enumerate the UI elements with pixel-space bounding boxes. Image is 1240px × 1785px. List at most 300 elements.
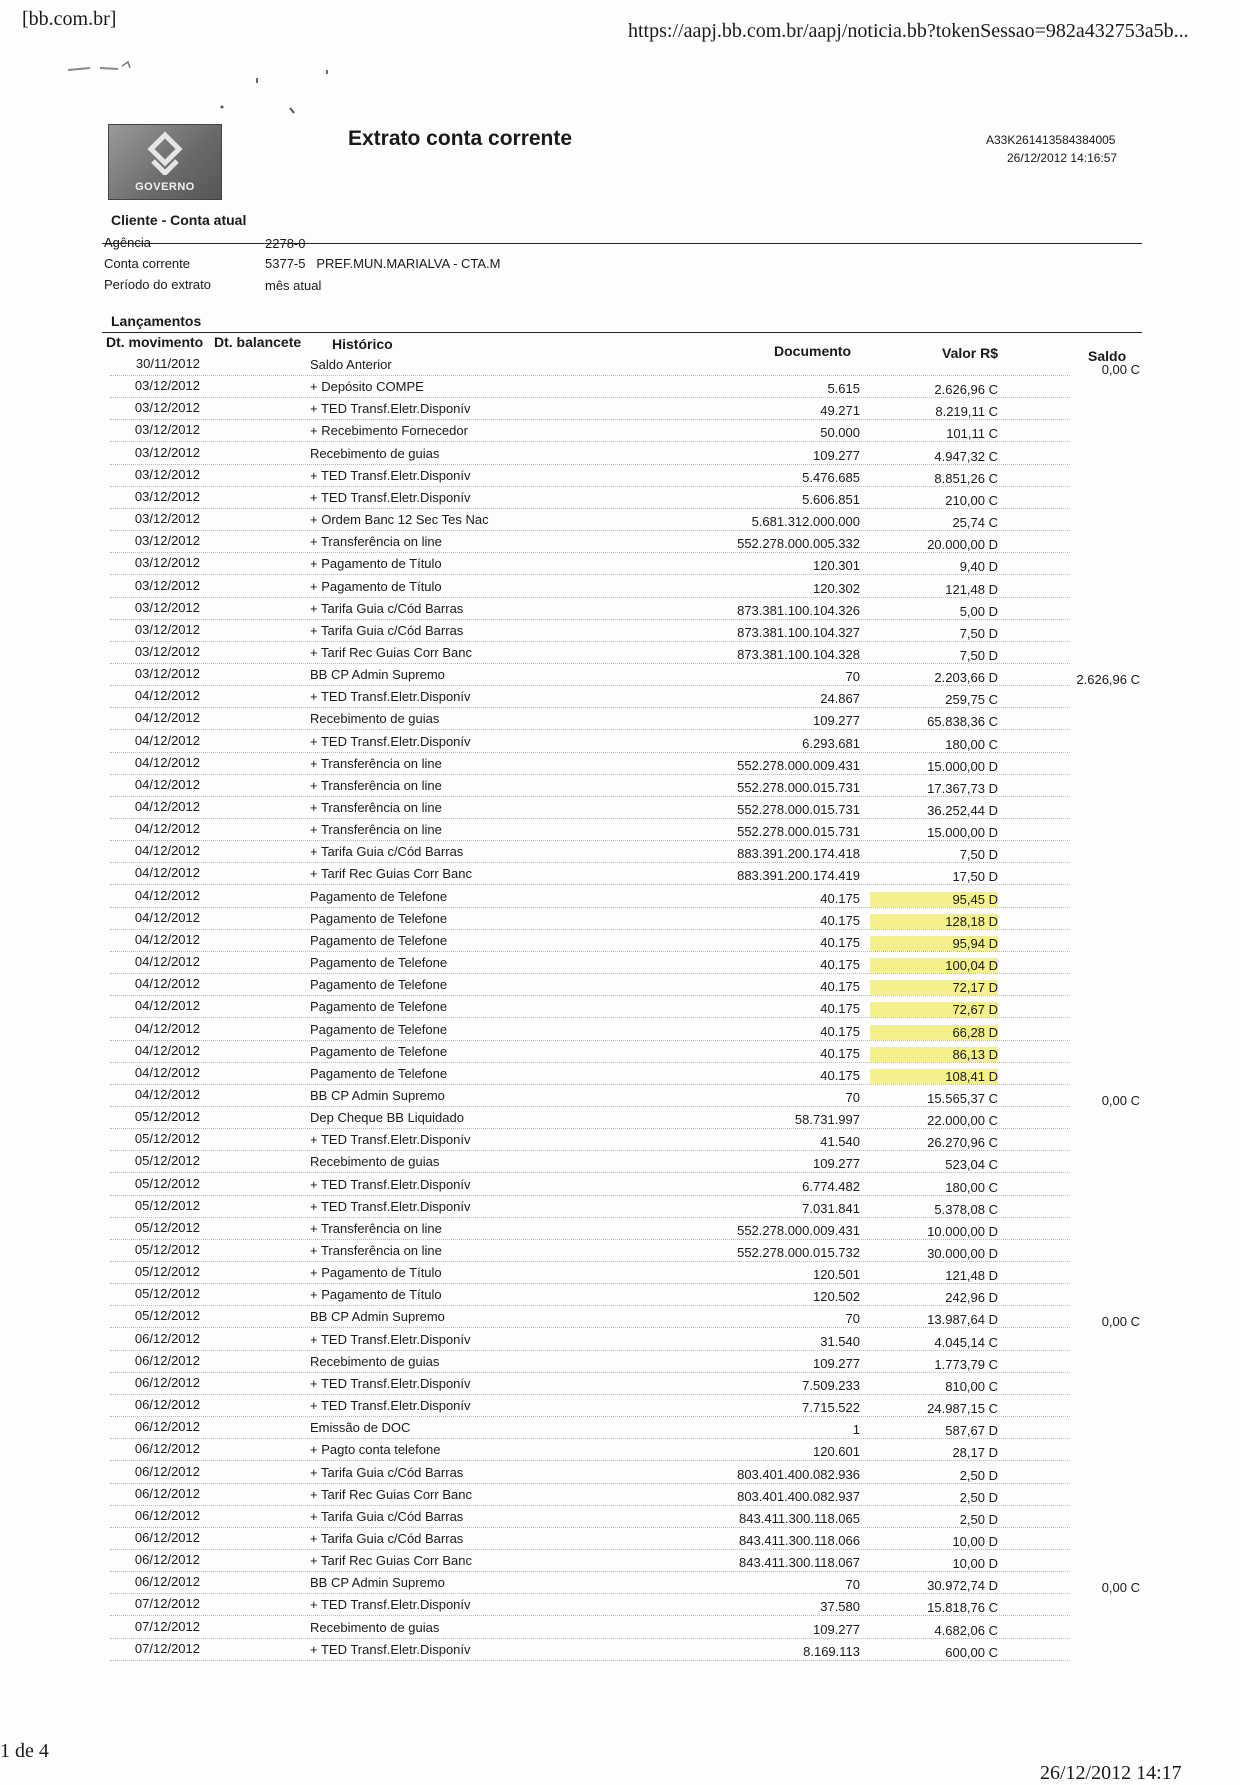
lancamentos-section-title: Lançamentos <box>111 313 202 329</box>
row-dt-movimento: 04/12/2012 <box>134 865 200 881</box>
row-documento: 24.867 <box>820 691 860 707</box>
lancamentos-divider <box>102 332 1142 333</box>
row-documento: 7.031.841 <box>802 1200 860 1216</box>
row-divider <box>110 1017 1070 1018</box>
row-valor: 108,41 D <box>870 1069 998 1084</box>
row-valor: 242,96 D <box>945 1290 998 1306</box>
row-valor: 28,17 D <box>952 1445 998 1461</box>
row-historico: Pagamento de Telefone <box>310 888 448 904</box>
row-dt-movimento: 03/12/2012 <box>134 488 200 504</box>
row-saldo: 0,00 C <box>1101 1580 1140 1596</box>
row-divider <box>110 464 1070 465</box>
row-historico: BB CP Admin Supremo <box>310 1309 445 1325</box>
table-row <box>0 444 1240 466</box>
row-dt-movimento: 05/12/2012 <box>134 1242 200 1257</box>
periodo-value: mês atual <box>265 278 322 293</box>
row-valor: 100,04 D <box>870 958 998 973</box>
table-row <box>0 1595 1240 1617</box>
row-dt-movimento: 06/12/2012 <box>134 1419 200 1435</box>
row-dt-movimento: 04/12/2012 <box>134 887 200 903</box>
table-row <box>0 776 1240 798</box>
row-dt-movimento: 03/12/2012 <box>134 378 200 394</box>
row-dt-movimento: 03/12/2012 <box>134 599 200 615</box>
row-dt-movimento: 04/12/2012 <box>134 976 200 992</box>
row-documento: 109.277 <box>813 1355 860 1371</box>
periodo-label: Período do extrato <box>104 277 211 292</box>
row-documento: 40.175 <box>820 912 860 928</box>
table-row <box>0 510 1240 532</box>
row-historico: + Pagamento de Título <box>310 578 442 594</box>
row-divider <box>110 1483 1070 1484</box>
row-documento: 552.278.000.015.732 <box>737 1245 860 1260</box>
row-divider <box>110 1172 1070 1173</box>
row-historico: Recebimento de guias <box>310 445 440 461</box>
row-dt-movimento: 04/12/2012 <box>134 710 200 726</box>
table-row <box>0 709 1240 731</box>
row-dt-movimento: 04/12/2012 <box>134 1086 200 1102</box>
row-valor: 72,17 D <box>870 980 998 995</box>
row-historico: + Recebimento Fornecedor <box>310 423 468 439</box>
row-saldo: 0,00 C <box>1101 362 1140 377</box>
row-historico: Emissão de DOC <box>310 1420 411 1436</box>
row-historico: + TED Transf.Eletr.Disponív <box>310 1641 471 1657</box>
conta-label: Conta corrente <box>104 256 190 271</box>
row-divider <box>110 1549 1070 1550</box>
row-valor: 8.219,11 C <box>935 404 998 420</box>
row-dt-movimento: 06/12/2012 <box>134 1397 200 1413</box>
row-valor: 1.773,79 C <box>934 1356 998 1372</box>
row-historico: + Pagamento de Título <box>310 556 442 572</box>
table-row <box>0 842 1240 864</box>
row-documento: 109.277 <box>813 713 860 729</box>
row-valor: 4.682,06 C <box>934 1622 998 1638</box>
table-row <box>0 1307 1240 1329</box>
row-historico: Recebimento de guias <box>310 1154 440 1170</box>
row-valor: 25,74 C <box>952 515 998 531</box>
page-counter: 1 de 4 <box>0 1740 49 1762</box>
row-historico: Saldo Anterior <box>310 357 392 372</box>
row-divider <box>110 397 1070 398</box>
row-documento: 37.580 <box>820 1599 860 1615</box>
table-row <box>0 887 1240 909</box>
row-historico: Recebimento de guias <box>310 711 440 727</box>
row-historico: + Tarif Rec Guias Corr Banc <box>310 866 472 882</box>
row-historico: + Transferência on line <box>310 755 442 771</box>
table-row <box>0 1152 1240 1174</box>
row-dt-movimento: 07/12/2012 <box>134 1618 200 1634</box>
row-divider <box>110 1327 1070 1328</box>
row-valor: 259,75 C <box>945 692 998 708</box>
row-valor: 121,48 D <box>945 1268 998 1284</box>
row-documento: 40.175 <box>820 1001 860 1017</box>
row-saldo: 2.626,96 C <box>1076 672 1140 688</box>
table-row <box>0 421 1240 443</box>
table-row <box>0 1219 1240 1241</box>
row-valor: 600,00 C <box>945 1644 998 1660</box>
row-historico: Pagamento de Telefone <box>310 999 448 1015</box>
row-valor: 95,94 D <box>870 936 998 951</box>
row-divider <box>110 774 1070 775</box>
row-historico: BB CP Admin Supremo <box>310 667 445 683</box>
row-divider <box>110 508 1070 509</box>
row-historico: + Tarif Rec Guias Corr Banc <box>310 1553 472 1569</box>
row-divider <box>110 1261 1070 1262</box>
table-row <box>0 909 1240 931</box>
table-row <box>0 1330 1240 1352</box>
row-valor: 26.270,96 C <box>927 1135 998 1151</box>
print-site-label: [bb.com.br] <box>22 8 117 30</box>
table-row <box>0 1241 1240 1263</box>
table-row <box>0 732 1240 754</box>
row-documento: 40.175 <box>820 1067 860 1083</box>
row-valor: 15.000,00 D <box>927 825 998 841</box>
table-row <box>0 1197 1240 1219</box>
bb-logo-icon <box>139 131 191 175</box>
row-divider <box>110 1239 1070 1240</box>
table-row <box>0 1440 1240 1462</box>
row-dt-movimento: 06/12/2012 <box>134 1552 200 1568</box>
row-documento: 552.278.000.015.731 <box>737 802 860 817</box>
row-dt-movimento: 03/12/2012 <box>134 666 200 682</box>
row-historico: + Transferência on line <box>310 800 442 815</box>
row-documento: 70 <box>845 1311 860 1327</box>
row-valor: 180,00 C <box>945 736 998 752</box>
row-documento: 120.501 <box>813 1267 860 1283</box>
table-row <box>0 399 1240 421</box>
row-documento: 6.774.482 <box>802 1178 860 1194</box>
row-dt-movimento: 04/12/2012 <box>134 1020 200 1036</box>
row-dt-movimento: 04/12/2012 <box>134 843 200 859</box>
row-historico: + TED Transf.Eletr.Disponív <box>310 733 471 749</box>
row-divider <box>110 574 1070 575</box>
table-row <box>0 1175 1240 1197</box>
table-row <box>0 466 1240 488</box>
row-valor: 30.972,74 D <box>927 1578 998 1594</box>
col-header-saldo: Saldo <box>1088 348 1127 364</box>
row-historico: + Tarifa Guia c/Cód Barras <box>310 1464 464 1480</box>
row-historico: Dep Cheque BB Liquidado <box>310 1110 464 1126</box>
row-dt-movimento: 06/12/2012 <box>134 1529 200 1545</box>
row-dt-movimento: 07/12/2012 <box>134 1640 200 1656</box>
table-row <box>0 1396 1240 1418</box>
row-documento: 5.615 <box>827 381 860 397</box>
row-historico: Pagamento de Telefone <box>310 955 448 971</box>
row-valor: 8.851,26 C <box>934 470 998 486</box>
row-divider <box>110 597 1070 598</box>
row-historico: + Tarif Rec Guias Corr Banc <box>310 1486 472 1502</box>
row-divider <box>110 1460 1070 1461</box>
table-row <box>0 1130 1240 1152</box>
table-row <box>0 820 1240 842</box>
bank-logo <box>108 124 222 200</box>
row-divider <box>110 530 1070 531</box>
row-documento: 5.606.851 <box>802 491 860 507</box>
table-row <box>0 1485 1240 1507</box>
row-divider <box>110 1283 1070 1284</box>
row-dt-movimento: 06/12/2012 <box>134 1463 200 1479</box>
row-valor: 9,40 D <box>959 559 998 575</box>
row-dt-movimento: 04/12/2012 <box>134 931 200 947</box>
row-documento: 70 <box>845 1577 860 1593</box>
client-section-title: Cliente - Conta atual <box>111 212 247 228</box>
table-row <box>0 1020 1240 1042</box>
row-dt-movimento: 05/12/2012 <box>134 1109 200 1125</box>
row-divider <box>110 995 1070 996</box>
row-valor: 7,50 D <box>959 847 998 863</box>
row-documento: 883.391.200.174.419 <box>737 868 860 884</box>
row-documento: 109.277 <box>813 1621 860 1637</box>
table-row <box>0 621 1240 643</box>
row-historico: BB CP Admin Supremo <box>310 1575 445 1591</box>
row-valor: 101,11 C <box>946 426 998 442</box>
row-valor: 587,67 D <box>945 1423 998 1439</box>
row-dt-movimento: 04/12/2012 <box>134 954 200 970</box>
row-dt-movimento: 03/12/2012 <box>134 577 200 593</box>
row-valor: 30.000,00 D <box>927 1246 998 1261</box>
row-historico: + Transferência on line <box>310 1243 442 1258</box>
row-documento: 41.540 <box>820 1134 860 1150</box>
row-divider <box>110 375 1070 376</box>
row-valor: 2,50 D <box>959 1489 998 1505</box>
row-documento: 109.277 <box>813 1156 860 1172</box>
table-row <box>0 532 1240 554</box>
print-datetime: 26/12/2012 14:17 <box>1040 1762 1182 1784</box>
row-historico: + Transferência on line <box>310 822 442 838</box>
row-historico: Recebimento de guias <box>310 1353 440 1369</box>
row-dt-movimento: 04/12/2012 <box>134 998 200 1014</box>
row-divider <box>110 1505 1070 1506</box>
row-documento: 1 <box>852 1422 860 1438</box>
row-documento: 7.715.522 <box>802 1400 860 1416</box>
row-documento: 40.175 <box>820 979 860 995</box>
row-divider <box>110 862 1070 863</box>
row-dt-movimento: 03/12/2012 <box>134 400 200 416</box>
table-row <box>0 1108 1240 1130</box>
row-valor: 65.838,36 C <box>927 714 998 730</box>
row-dt-movimento: 04/12/2012 <box>134 776 200 792</box>
table-row <box>0 1529 1240 1551</box>
document-datetime: 26/12/2012 14:16:57 <box>1007 151 1118 165</box>
row-divider <box>110 1195 1070 1196</box>
row-valor: 17,50 D <box>952 869 998 885</box>
table-row <box>0 1418 1240 1440</box>
table-row <box>0 754 1240 776</box>
row-documento: 552.278.000.005.332 <box>737 536 860 552</box>
row-valor: 523,04 C <box>945 1157 998 1173</box>
row-valor: 10,00 D <box>952 1556 998 1572</box>
row-divider <box>110 1615 1070 1616</box>
row-documento: 803.401.400.082.937 <box>737 1488 860 1504</box>
row-documento: 6.293.681 <box>802 735 860 751</box>
row-documento: 31.540 <box>820 1333 860 1349</box>
row-divider <box>110 729 1070 730</box>
row-divider <box>110 419 1070 420</box>
table-row <box>0 931 1240 953</box>
row-documento: 843.411.300.118.065 <box>739 1510 860 1526</box>
row-dt-movimento: 03/12/2012 <box>134 444 200 460</box>
table-row <box>0 577 1240 599</box>
row-dt-movimento: 03/12/2012 <box>134 643 200 659</box>
row-historico: + Tarifa Guia c/Cód Barras <box>310 622 464 638</box>
row-documento: 40.175 <box>820 1023 860 1039</box>
row-divider <box>110 486 1070 487</box>
row-historico: + TED Transf.Eletr.Disponív <box>310 1198 471 1214</box>
table-row <box>0 554 1240 576</box>
row-valor: 2.626,96 C <box>934 382 998 398</box>
table-row <box>0 997 1240 1019</box>
row-divider <box>110 685 1070 686</box>
row-divider <box>110 707 1070 708</box>
row-dt-movimento: 03/12/2012 <box>134 511 200 527</box>
table-row <box>0 864 1240 886</box>
row-historico: Pagamento de Telefone <box>310 1065 448 1081</box>
row-valor: 36.252,44 D <box>927 803 998 818</box>
row-dt-movimento: 06/12/2012 <box>134 1330 200 1346</box>
row-dt-movimento: 03/12/2012 <box>134 621 200 637</box>
table-row <box>0 1263 1240 1285</box>
table-row <box>0 1374 1240 1396</box>
row-divider <box>110 1593 1070 1594</box>
row-historico: Pagamento de Telefone <box>310 1021 448 1037</box>
row-documento: 552.278.000.009.431 <box>737 757 860 773</box>
row-valor: 17.367,73 D <box>927 780 998 796</box>
row-valor: 121,48 D <box>945 581 998 597</box>
row-divider <box>110 818 1070 819</box>
row-valor: 10.000,00 D <box>927 1223 998 1239</box>
table-row <box>0 377 1240 399</box>
row-dt-movimento: 04/12/2012 <box>134 821 200 837</box>
row-divider <box>110 1438 1070 1439</box>
row-valor: 20.000,00 D <box>927 537 998 553</box>
row-documento: 50.000 <box>820 425 860 441</box>
row-documento: 70 <box>845 1089 860 1105</box>
table-row <box>0 488 1240 510</box>
row-valor: 72,67 D <box>870 1002 998 1017</box>
table-row <box>0 1640 1240 1662</box>
table-row <box>0 1042 1240 1064</box>
row-valor: 7,50 D <box>959 625 998 641</box>
row-valor: 13.987,64 D <box>927 1312 998 1328</box>
row-documento: 40.175 <box>820 957 860 973</box>
row-documento: 70 <box>845 669 860 685</box>
row-divider <box>110 1571 1070 1572</box>
table-row <box>0 1551 1240 1573</box>
row-historico: + TED Transf.Eletr.Disponív <box>310 401 471 417</box>
row-dt-movimento: 03/12/2012 <box>134 466 200 482</box>
row-documento: 843.411.300.118.066 <box>739 1532 860 1548</box>
row-historico: BB CP Admin Supremo <box>310 1087 445 1103</box>
row-historico: Recebimento de guias <box>310 1619 440 1635</box>
row-valor: 66,28 D <box>870 1025 998 1040</box>
row-divider <box>110 884 1070 885</box>
row-saldo: 0,00 C <box>1101 1092 1140 1108</box>
table-row <box>0 1285 1240 1307</box>
row-valor: 4.045,14 C <box>934 1334 998 1350</box>
table-row <box>0 1573 1240 1595</box>
row-valor: 15.818,76 C <box>927 1600 998 1616</box>
row-historico: Pagamento de Telefone <box>310 1043 448 1059</box>
row-historico: + TED Transf.Eletr.Disponív <box>310 467 471 483</box>
row-divider <box>110 840 1070 841</box>
row-valor: 128,18 D <box>870 914 998 929</box>
row-valor: 86,13 D <box>870 1047 998 1062</box>
row-historico: + TED Transf.Eletr.Disponív <box>310 1597 471 1613</box>
row-historico: + TED Transf.Eletr.Disponív <box>310 1132 471 1148</box>
row-dt-movimento: 05/12/2012 <box>134 1286 200 1302</box>
col-header-valor: Valor R$ <box>942 345 999 361</box>
row-valor: 180,00 C <box>945 1179 998 1195</box>
row-divider <box>110 929 1070 930</box>
row-historico: + Transferência on line <box>310 534 442 550</box>
table-row <box>0 355 1240 377</box>
row-documento: 5.681.312.000.000 <box>751 514 860 530</box>
row-divider <box>110 1394 1070 1395</box>
row-historico: + TED Transf.Eletr.Disponív <box>310 1398 471 1414</box>
table-row <box>0 1064 1240 1086</box>
table-row <box>0 599 1240 621</box>
row-divider <box>110 951 1070 952</box>
table-row <box>0 953 1240 975</box>
row-saldo: 0,00 C <box>1101 1314 1140 1330</box>
row-divider <box>110 1106 1070 1107</box>
row-valor: 2,50 D <box>959 1511 998 1527</box>
row-historico: Pagamento de Telefone <box>310 910 448 926</box>
row-dt-movimento: 04/12/2012 <box>134 688 200 704</box>
row-divider <box>110 1128 1070 1129</box>
row-historico: + Tarifa Guia c/Cód Barras <box>310 844 464 860</box>
row-valor: 5.378,08 C <box>934 1201 998 1217</box>
page-title: Extrato conta corrente <box>348 127 573 150</box>
row-dt-movimento: 04/12/2012 <box>134 909 200 925</box>
row-valor: 10,00 D <box>952 1533 998 1549</box>
row-divider <box>110 1638 1070 1639</box>
row-historico: + Transferência on line <box>310 777 442 793</box>
row-dt-movimento: 07/12/2012 <box>134 1596 200 1612</box>
row-dt-movimento: 05/12/2012 <box>134 1175 200 1191</box>
row-documento: 873.381.100.104.326 <box>737 602 860 618</box>
row-documento: 120.301 <box>813 558 860 574</box>
row-historico: + TED Transf.Eletr.Disponív <box>310 689 471 705</box>
row-valor: 810,00 C <box>945 1378 998 1394</box>
row-documento: 843.411.300.118.067 <box>739 1555 860 1571</box>
table-row <box>0 975 1240 997</box>
row-documento: 40.175 <box>820 934 860 950</box>
row-historico: + TED Transf.Eletr.Disponív <box>310 1331 471 1347</box>
row-dt-movimento: 05/12/2012 <box>134 1219 200 1235</box>
row-divider <box>110 973 1070 974</box>
row-historico: + Pagto conta telefone <box>310 1442 441 1458</box>
row-valor: 15.000,00 D <box>927 758 998 774</box>
row-divider <box>110 1660 1070 1661</box>
table-row <box>0 1463 1240 1485</box>
row-dt-movimento: 03/12/2012 <box>134 422 200 438</box>
row-divider <box>110 907 1070 908</box>
row-valor: 15.565,37 C <box>927 1090 998 1106</box>
row-valor: 7,50 D <box>959 647 998 663</box>
row-historico: + Ordem Banc 12 Sec Tes Nac <box>310 512 489 528</box>
row-dt-movimento: 04/12/2012 <box>134 799 200 814</box>
row-valor: 4.947,32 C <box>934 448 998 464</box>
row-dt-movimento: 06/12/2012 <box>134 1507 200 1523</box>
row-dt-movimento: 06/12/2012 <box>134 1441 200 1457</box>
row-valor: 2,50 D <box>959 1467 998 1483</box>
row-historico: + Tarif Rec Guias Corr Banc <box>310 644 472 660</box>
row-documento: 552.278.000.009.431 <box>737 1222 860 1238</box>
row-documento: 120.302 <box>813 580 860 596</box>
row-dt-movimento: 04/12/2012 <box>134 754 200 770</box>
row-valor: 2.203,66 D <box>934 670 998 686</box>
row-dt-movimento: 05/12/2012 <box>134 1197 200 1213</box>
